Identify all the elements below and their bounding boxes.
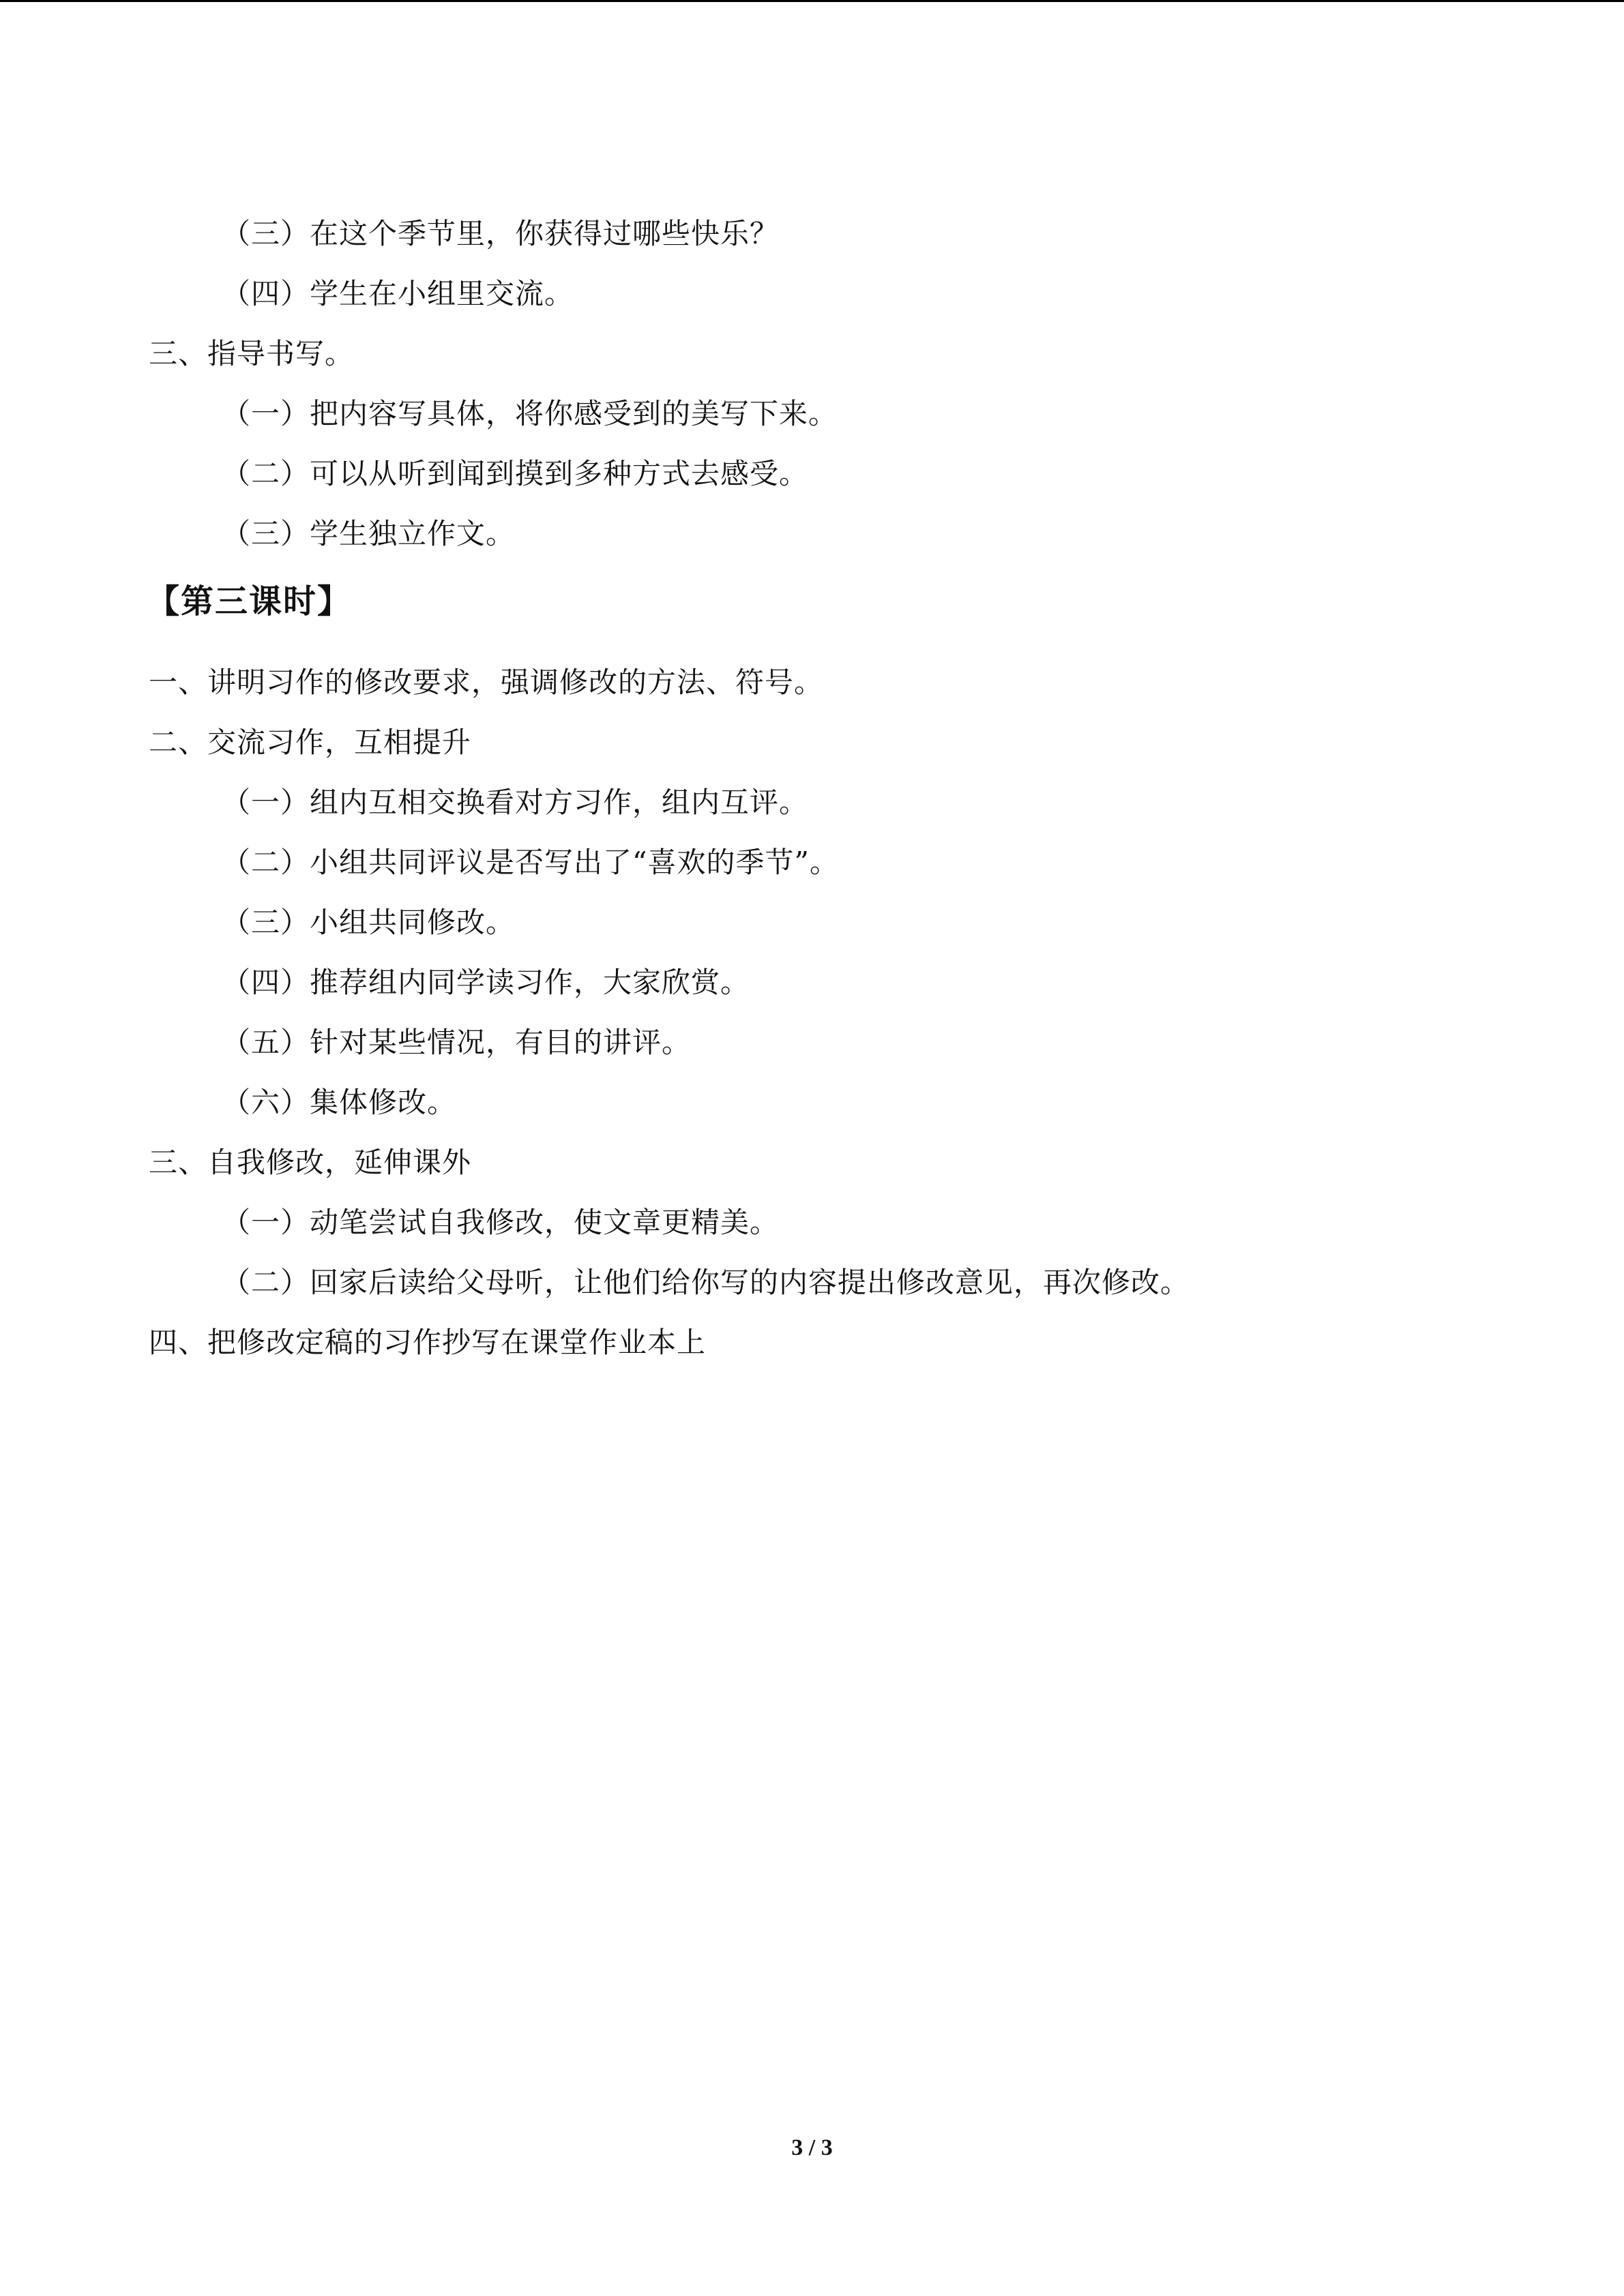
- list-item: （六）集体修改。: [222, 1086, 457, 1119]
- list-item: 一、讲明习作的修改要求，强调修改的方法、符号。: [149, 666, 824, 699]
- list-item: （三）学生独立作文。: [222, 517, 516, 550]
- list-item: （二）小组共同评议是否写出了“喜欢的季节”。: [222, 846, 839, 879]
- list-item: 三、指导书写。: [149, 337, 355, 370]
- list-item: （五）针对某些情况，有目的讲评。: [222, 1026, 692, 1059]
- top-border-line: [0, 0, 1624, 2]
- list-item: （三）小组共同修改。: [222, 906, 516, 939]
- page-number: 3 / 3: [791, 2135, 833, 2160]
- list-item: （一）组内互相交换看对方习作，组内互评。: [222, 786, 809, 819]
- list-item: 三、自我修改，延伸课外: [149, 1146, 472, 1179]
- list-item: （一）动笔尝试自我修改，使文章更精美。: [222, 1206, 780, 1239]
- list-item: （四）学生在小组里交流。: [222, 277, 574, 310]
- list-item: （四）推荐组内同学读习作，大家欣赏。: [222, 966, 750, 999]
- section-heading: 【第三课时】: [147, 582, 352, 621]
- list-item: （二）回家后读给父母听，让他们给你写的内容提出修改意见，再次修改。: [222, 1266, 1190, 1299]
- list-item: （一）把内容写具体，将你感受到的美写下来。: [222, 397, 838, 430]
- list-item: （二）可以从听到闻到摸到多种方式去感受。: [222, 457, 809, 490]
- list-item: （三）在这个季节里，你获得过哪些快乐？: [222, 217, 780, 250]
- list-item: 二、交流习作，互相提升: [149, 726, 472, 759]
- list-item: 四、把修改定稿的习作抄写在课堂作业本上: [149, 1326, 707, 1359]
